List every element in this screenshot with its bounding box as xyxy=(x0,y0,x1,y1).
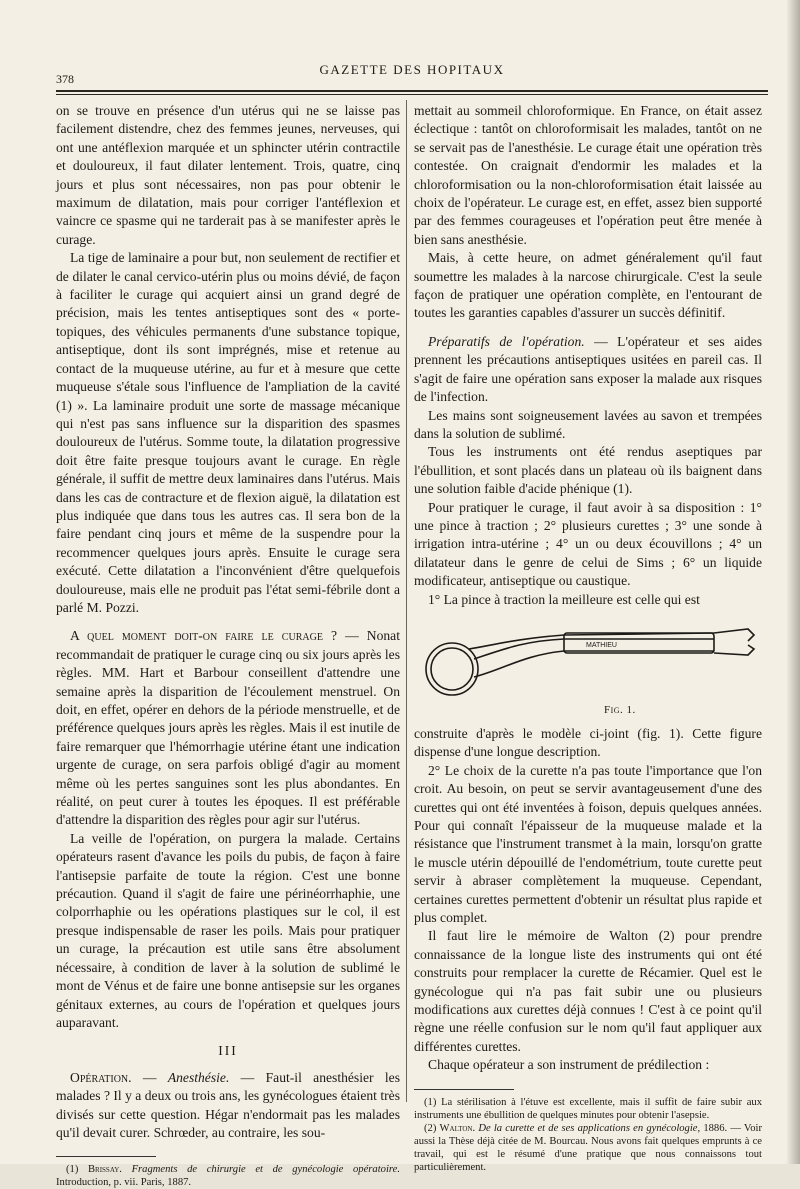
footnote: (1) Brissay. Fragments de chirurgie et de gynécologie opératoire. Introduction, p. vii. Paris, 1887. xyxy=(56,1164,400,1189)
paragraph: Opération. — Anesthésie. — Faut-il anesthésier les malades ? Il y a deux ou trois ans, les gynécologues étaient très divisés sur cette question. Hégar n'endormait pas les malades qu'il devait curer. Schrœder, au contraire, les sou- xyxy=(56,1069,400,1140)
page-header xyxy=(56,60,768,90)
footnote-author: Walton. xyxy=(439,1122,476,1134)
footnote: (1) La stérilisation à l'étuve est excellente, mais il suffit de faire subir aux instruments une ébullition de quelques minutes pour obtenir l'asepsie. xyxy=(414,1096,762,1121)
left-column xyxy=(56,102,400,1189)
footnote: (2) Walton. De la curette et de ses applications en gynécologie, 1886. — Voir aussi la Thèse déjà citée de M. Bourcau. Nous avons fait quelques emprunts à ce travail, qui est le résumé d'une pratique que nous connaissons tout particulièrement. xyxy=(414,1122,762,1173)
figure-traction-forceps xyxy=(414,615,762,719)
paragraph: 2° Le choix de la curette n'a pas toute l'importance que l'on croit. Au besoin, on peut se servir avantageusement d'une des curettes qui ont été inventées à foison, depuis quelques années. Pour qui connaît l'épaisseur de la muqueuse malade et la résistance que l'instrument transmet à la main, lorsqu'on gratte le muscle utérin dépouillé de l'endométrium, toute curette peut servir à abraser complètement la muqueuse. Cependant, certaines curettes permettent d'obtenir un résultat plus rapide et plus complet. xyxy=(414,762,762,926)
header-rule xyxy=(56,90,768,92)
paragraph: Les mains sont soigneusement lavées au savon et trempées dans la solution de sublimé. xyxy=(414,407,762,441)
footnote-rule xyxy=(56,1156,156,1157)
paragraph: Chaque opérateur a son instrument de prédilection : xyxy=(428,1057,710,1073)
footnote-title: De la curette et de ses applications en gynécologie, xyxy=(478,1122,701,1134)
right-column xyxy=(414,102,762,1174)
run-in-heading: A quel moment doit-on faire le curage ? xyxy=(70,628,338,644)
footnote-rule xyxy=(414,1089,514,1090)
traction-forceps-illustration xyxy=(414,619,762,709)
paragraph: 1° La pince à traction la meilleure est celle qui est xyxy=(428,591,700,607)
footnote-author: Brissay. xyxy=(87,1164,122,1176)
paragraph-text: — L'opérateur et ses aides prennent les précautions antiseptiques usitées en pareil cas. Il s'agit de faire une opération sans exposer la malade aux risques de l'infection. xyxy=(414,333,763,405)
paragraph: on se trouve en présence d'un utérus qui ne se laisse pas facilement distendre, chez des femmes jeunes, nerveuses, qui ont une antéflexion marquée et un sphincter utérin contractile et douloureux, il faut dilater lentement. Trois, quatre, cinq jours et plus sont nécessaires, non pas pour obtenir le maximum de dilatation, mais pour corriger l'antéflexion et vaincre ce spasme qui ne tarderait pas à se manifester après le curage. xyxy=(56,103,400,247)
page-number: 378 xyxy=(56,72,74,86)
paragraph: Mais, à cette heure, on admet généralement qu'il faut soumettre les malades à la narcose chirurgicale. C'est la seule façon de pratiquer une opération complète, en l'entourant de toutes les garanties capables d'assurer un succès définitif. xyxy=(414,250,762,321)
paragraph: La veille de l'opération, on purgera la malade. Certains opérateurs rasent d'avance les poils du pubis, de façon à faire l'antisepsie parfaite de toute la région. C'est une bonne précaution. Quand il s'agit de faire une périnéorrhaphie, une colporrhaphie ou les opérations plastiques sur le col, il est presque indispensable de raser les poils. Mais pour pratiquer un curage, la précaution est utile sans être absolument nécessaire, à condition de laver à la solution de sublimé le mont de Vénus et de faire une bonne antisepsie sur les organes génitaux externes, au cours de l'opération et quelques jours auparavant. xyxy=(56,830,400,1030)
paragraph: Pour pratiquer le curage, il faut avoir à sa disposition : 1° une pince à traction ; 2° plusieurs curettes ; 3° une sonde à irrigation intra-utérine ; 4° un ou deux écouvillons ; 4° un dilatateur dans le genre de celui de Sims ; 6° un liquide modificateur, antiseptique ou caustique. xyxy=(414,499,762,589)
run-in-heading: Opération. xyxy=(70,1069,132,1085)
header-rule-thin xyxy=(56,94,768,95)
engraved-maker-name: MATHIEU xyxy=(586,641,617,649)
run-in-heading: Préparatifs de l'opération. xyxy=(428,333,585,349)
section-number: III xyxy=(218,1043,238,1059)
figure-caption: Fig. 1. xyxy=(604,703,636,716)
footnote-title: Fragments de chirurgie et de gynécologie opératoire. xyxy=(131,1164,400,1176)
paragraph: La tige de laminaire a pour but, non seulement de rectifier et de dilater le canal cervico-utérin plus ou moins dévié, de façon à faciliter le curage qui acquiert ainsi un grand degré de précision, mais les tentes antiseptiques sont des « porte-topiques, des véhicules permanents d'une substance topique, antiseptique, dont ils sont imprégnés, mise et retenue au contact de la muqueuse utérine, au fur et à mesure que cette muqueuse s'étale sous l'influence de l'ampliation de la cavité (1) ». La laminaire produit une sorte de massage mécanique qui n'est pas sans influence sur la disparition des spasmes douloureux de l'utérus. Somme toute, la dilatation progressive doit être faite presque toujours avant le curage. En règle générale, il suffit de mettre deux laminaires dans l'utérus. Mais dans les cas de contracture et de flexion aiguë, la dilatation est plus indiquée que dans tous les autres cas. Il sera bon de la faire pendant cinq jours et même de la suspendre pour la recommencer quelques jours après. Ensuite le curage sera exécuté. Cette dilatation a l'inconvénient d'être quelquefois douloureuse, mais elle ne produit pas l'état semi-fébrile dont a parlé M. Pozzi. xyxy=(56,250,400,615)
paragraph-text: — Faut-il anesthésier les malades ? Il y a deux ou trois ans, les gynécologues étaient très divisés sur cette question. Hégar n'endormait pas les malades qu'il devait curer. Schrœder, au contraire, les sou- xyxy=(56,1069,400,1140)
paragraph xyxy=(414,333,762,407)
paragraph-text: — Nonat recommandait de pratiquer le curage cinq ou six jours après les règles. MM. Hart et Barbour conseillent d'attendre une semaine après la disparition de l'écoulement menstruel. On doit, en effet, opérer en dehors de la période menstruelle, et de préférence quelques jours après les règles. Mais il est inutile de faire remarquer que l'hémorrhagie utérine étant une indication urgente de curage, on sera parfois obligé d'agir au moment même où les pertes sanguines sont les plus abondantes. En réalité, on peut curer à toutes les époques. Il est préférable d'attendre la disparition des règles pour agir sur l'utérus. xyxy=(56,628,400,828)
paragraph: construite d'après le modèle ci-joint (fig. 1). Cette figure dispense d'une longue description. xyxy=(414,725,762,760)
paragraph: mettait au sommeil chloroformique. En France, on était assez éclectique : tantôt on chloroformisait les malades, tantôt on ne se servait pas de l'anesthésie. Le curage était une opération très contestée. On craignait d'endormir les malades et la chloroformisation ou la non-chloroformisation était laissée au choix de l'opérateur. Le curage est, en effet, assez bien supporté par des femmes courageuses et l'opération peut être menée à bien sans anesthésie. xyxy=(414,103,762,247)
paragraph xyxy=(56,627,400,829)
paragraph: Tous les instruments ont été rendus aseptiques par l'ébullition, et sont placés dans un plateau où ils baignent dans une solution faible d'acide phénique (1). xyxy=(414,444,762,497)
paragraph: Il faut lire le mémoire de Walton (2) pour prendre connaissance de la longue liste des instruments qui ont été construits pour remplacer la curette de Récamier. Quel est le gynécologue qui n'a pas fait subir une ou plusieurs modifications aux curettes déjà connues ! C'est à ce point qu'il règne une réelle confusion sur le nom qu'il faut appliquer aux différentes curettes. xyxy=(414,928,762,1054)
column-divider xyxy=(406,100,407,1102)
run-in-subheading: Anesthésie. xyxy=(167,1069,230,1085)
journal-title: GAZETTE DES HOPITAUX xyxy=(319,62,505,77)
